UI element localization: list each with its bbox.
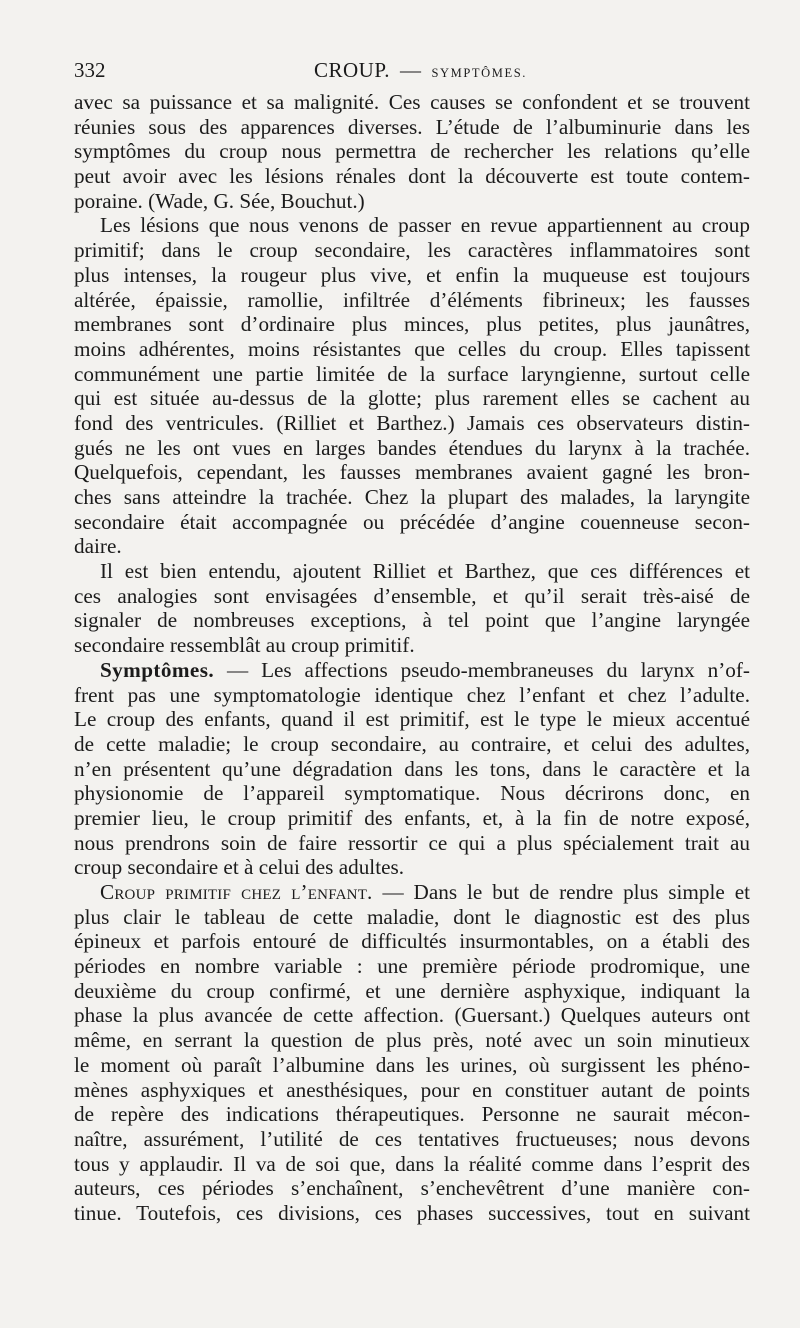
- text-line: [74, 115, 750, 140]
- line-text: poraine. (Wade, G. Sée, Bouchut.): [74, 188, 365, 213]
- section-title: SYMPTÔMES.: [431, 66, 527, 80]
- text-line: [74, 905, 750, 930]
- line-text: naître, assurément, l’utilité de ces tentatives fructueuses; nous devons: [74, 1126, 750, 1151]
- line-text: ces analogies sont envisagées d’ensemble, et qu’il serait très-aisé de: [74, 583, 750, 608]
- text-line: [74, 534, 750, 559]
- text-line: [74, 806, 750, 831]
- line-text: daire.: [74, 534, 122, 559]
- line-text: Il est bien entendu, ajoutent Rilliet et Barthez, que ces différences et: [100, 559, 750, 584]
- line-text: réunies sous des apparences diverses. L’étude de l’albuminurie dans les: [74, 114, 750, 139]
- chapter-title: CROUP.: [314, 58, 390, 82]
- running-header: [74, 58, 748, 86]
- text-line: [74, 312, 750, 337]
- line-text: phase la plus avancée de cette affection. (Guersant.) Quelques auteurs ont: [74, 1003, 750, 1028]
- line-text: épineux et parfois entouré de difficultés insurmontables, on a établi des: [74, 929, 750, 954]
- text-line: [74, 1028, 750, 1053]
- text-line: [74, 781, 750, 806]
- line-text: de repère des indications thérapeutiques. Personne ne saurait mécon-: [74, 1102, 750, 1127]
- line-text: tinue. Toutefois, ces divisions, ces phases successives, tout en suivant: [74, 1200, 750, 1225]
- text-line: [74, 1127, 750, 1152]
- text-line: [74, 288, 750, 313]
- text-line: [74, 337, 750, 362]
- line-text: fond des ventricules. (Rilliet et Barthez.) Jamais ces observateurs distin-: [74, 410, 750, 435]
- body-text: [74, 90, 750, 1226]
- line-text: ches sans atteindre la trachée. Chez la plupart des malades, la laryngite: [74, 485, 750, 509]
- line-text: deuxième du croup confirmé, et une dernière asphyxique, indiquant la: [74, 978, 750, 1003]
- text-line: [74, 757, 750, 782]
- line-text: périodes en nombre variable : une première période prodromique, une: [74, 954, 750, 979]
- line-text: mènes asphyxiques et anesthésiques, pour en constituer autant de points: [74, 1077, 750, 1102]
- text-line: [74, 411, 750, 436]
- line-text: physionomie de l’appareil symptomatique. Nous décrirons donc, en: [74, 781, 750, 806]
- line-text: moins adhérentes, moins résistantes que celles du croup. Elles tapissent: [74, 336, 750, 361]
- line-text: membranes sont d’ordinaire plus minces, plus petites, plus jaunâtres,: [74, 312, 750, 337]
- text-line: [74, 460, 750, 485]
- line-text: Quelquefois, cependant, les fausses membranes avaient gagné les bron-: [74, 460, 750, 485]
- line-text: primitif; dans le croup secondaire, les caractères inflammatoires sont: [74, 238, 750, 263]
- line-text: — Dans le but de rendre plus simple et: [372, 880, 750, 904]
- text-line: [74, 880, 750, 905]
- line-text: signaler de nombreuses exceptions, à tel point que l’angine laryngée: [74, 608, 750, 633]
- text-line: [74, 979, 750, 1004]
- text-line: [74, 559, 750, 584]
- line-text: Le croup des enfants, quand il est primitif, est le type le mieux accentué: [74, 707, 750, 732]
- text-line: [74, 485, 750, 510]
- paragraph-heading: Croup primitif chez l’enfant.: [100, 880, 373, 904]
- line-text: tous y applaudir. Il va de soi que, dans la réalité comme dans l’esprit des: [74, 1151, 750, 1176]
- line-text: même, en serrant la question de plus près, noté avec un soin minutieux: [74, 1028, 750, 1053]
- text-line: [74, 1003, 750, 1028]
- text-line: [74, 732, 750, 757]
- text-line: [74, 436, 750, 461]
- line-text: peut avoir avec les lésions rénales dont la découverte est toute contem-: [74, 164, 750, 189]
- text-line: [74, 362, 750, 387]
- text-line: [74, 1152, 750, 1177]
- line-text: gués ne les ont vues en larges bandes étendues du larynx à la trachée.: [74, 435, 750, 460]
- title-separator: —: [399, 58, 422, 82]
- text-line: [74, 263, 750, 288]
- page-number: 332: [74, 58, 106, 82]
- paragraph-heading: Symptômes.: [100, 657, 215, 682]
- text-line: [74, 633, 750, 658]
- text-line: [74, 1176, 750, 1201]
- text-line: [74, 1078, 750, 1103]
- text-line: [74, 929, 750, 954]
- text-line: [74, 1201, 750, 1226]
- text-line: [74, 386, 750, 411]
- line-text: altérée, épaissie, ramollie, infiltrée d’éléments fibrineux; les fausses: [74, 287, 750, 312]
- line-text: nous prendrons soin de faire ressortir ce qui a plus spécialement trait au: [74, 830, 750, 855]
- text-line: [74, 164, 750, 189]
- text-line: [74, 707, 750, 732]
- line-text: de cette maladie; le croup secondaire, au contraire, et celui des adultes,: [74, 731, 750, 756]
- line-text: — Les affections pseudo-membraneuses du larynx n’of-: [214, 657, 750, 682]
- text-line: [74, 139, 750, 164]
- line-text: plus intenses, la rougeur plus vive, et enfin la muqueuse est toujours: [74, 262, 750, 287]
- text-line: [74, 855, 750, 880]
- line-text: qui est située au-dessus de la glotte; plus rarement elles se cachent au: [74, 386, 750, 411]
- line-text: Les lésions que nous venons de passer en revue appartiennent au croup: [100, 213, 750, 238]
- line-text: avec sa puissance et sa malignité. Ces causes se confondent et se trouvent: [74, 90, 750, 114]
- text-line: [74, 954, 750, 979]
- line-text: premier lieu, le croup primitif des enfants, et, à la fin de notre exposé,: [74, 805, 750, 830]
- line-text: secondaire était accompagnée ou précédée d’angine couenneuse secon-: [74, 509, 750, 534]
- text-line: [74, 683, 750, 708]
- line-text: secondaire ressemblât au croup primitif.: [74, 633, 415, 658]
- line-text: croup secondaire et à celui des adultes.: [74, 855, 405, 880]
- line-text: auteurs, ces périodes s’enchaînent, s’enchevêtrent d’une manière con-: [74, 1176, 750, 1201]
- text-line: [74, 608, 750, 633]
- text-line: [74, 831, 750, 856]
- line-text: le moment où paraît l’albumine dans les urines, où surgissent les phéno-: [74, 1052, 750, 1077]
- line-text: n’en présentent qu’une dégradation dans les tons, dans le caractère et la: [74, 756, 750, 781]
- line-text: plus clair le tableau de cette maladie, dont le diagnostic est des plus: [74, 904, 750, 929]
- text-line: [74, 1102, 750, 1127]
- line-text: frent pas une symptomatologie identique chez l’enfant et chez l’adulte.: [74, 682, 750, 707]
- text-line: [74, 510, 750, 535]
- running-title: [314, 58, 527, 83]
- line-text: communément une partie limitée de la surface laryngienne, surtout celle: [74, 361, 750, 386]
- line-text: symptômes du croup nous permettra de rechercher les relations qu’elle: [74, 139, 750, 164]
- text-line: [74, 1053, 750, 1078]
- text-line: [74, 90, 750, 115]
- text-line: [74, 584, 750, 609]
- text-line: [74, 213, 750, 238]
- text-line: [74, 658, 750, 683]
- text-line: [74, 189, 750, 214]
- text-line: [74, 238, 750, 263]
